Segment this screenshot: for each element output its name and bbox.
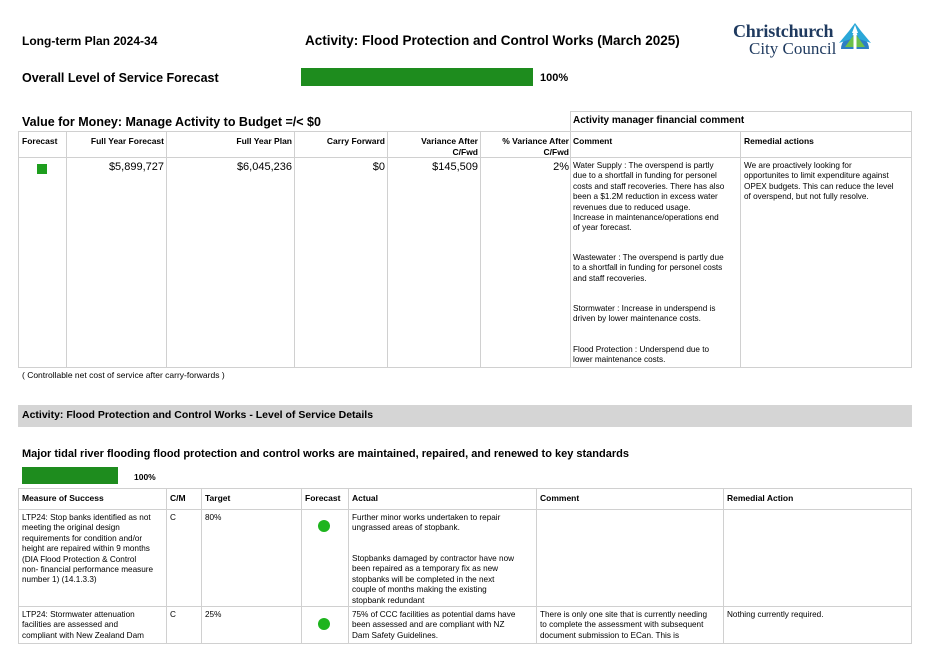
col-forecast: Forecast (22, 136, 58, 146)
variance-after-value: $145,509 (432, 161, 478, 173)
logo-line2: City Council (749, 39, 837, 58)
overall-service-progress-bar (301, 68, 533, 86)
table-row-2-forecast-indicator (318, 618, 330, 630)
overall-service-label: Overall Level of Service Forecast (22, 71, 219, 85)
cathedral-logo-icon (837, 21, 873, 55)
table-row-1-actual-1: Further minor works undertaken to repair ungrassed areas of stopbank. (352, 513, 501, 533)
carry-forward-value: $0 (372, 161, 385, 173)
col-remedial-actions: Remedial actions (744, 136, 814, 146)
col-full-year-forecast: Full Year Forecast (90, 136, 164, 146)
major-heading: Major tidal river flooding flood protection and control works are maintained, repaired, and renewed to key standards (22, 448, 629, 460)
financial-comment-title: Activity manager financial comment (573, 115, 745, 126)
col-carry-forward: Carry Forward (326, 136, 385, 146)
remedial-actions-text: We are proactively looking for opportunites to limit expenditure against OPEX budgets. This can reduce the level of overspend, but not fully resolve. (744, 161, 894, 202)
council-logo (733, 21, 883, 61)
table-row-1-actual-2: Stopbanks damaged by contractor have now been repaired as a temporary fix as new stopbanks will be completed in the next couple of months making the existing stopbank redundant (352, 554, 515, 605)
footnote: ( Controllable net cost of service after carry-forwards ) (22, 370, 225, 380)
comment-stormwater: Stormwater : Increase in underspend is driven by lower maintenance costs. (573, 304, 716, 324)
table-row-1-forecast-indicator (318, 520, 330, 532)
col-actual: Actual (352, 493, 378, 503)
activity-title: Activity: Flood Protection and Control Works (March 2025) (305, 33, 680, 48)
table-row-2-actual-1: 75% of CCC facilities as potential dams have been assessed and are compliant with NZ Dam Safety Guidelines. (352, 610, 516, 640)
table-row-2-cm: C (170, 610, 176, 619)
table-row-1-measure: LTP24: Stop banks identified as not meeting the original design requirements for condition and/or height are repaired within 9 months (DIA Flood Protection & Control non- financial performance measure number 1) (14.1.3.3) (22, 513, 154, 585)
col-cm: C/M (170, 493, 186, 503)
col-remedial-action: Remedial Action (727, 493, 794, 503)
los-percent: 100% (134, 472, 156, 482)
col-full-year-plan: Full Year Plan (236, 136, 292, 146)
full-year-forecast-value: $5,899,727 (108, 161, 164, 173)
col-comment: Comment (573, 136, 613, 146)
col-target: Target (205, 493, 231, 503)
col-variance-after: Variance After C/Fwd (421, 136, 478, 157)
los-section-title: Activity: Flood Protection and Control Works - Level of Service Details (22, 409, 374, 421)
los-progress-bar (22, 467, 118, 484)
table-row-1-cm: C (170, 513, 176, 522)
col-los-comment: Comment (540, 493, 580, 503)
table-row-2-comment: There is only one site that is currently needing to complete the assessment with subsequent document submission to ECan. This is (540, 610, 708, 640)
pct-variance-after-value: 2% (553, 161, 569, 173)
logo-line1: Christchurch (733, 21, 834, 41)
table-row-2-remedial: Nothing currently required. (727, 610, 824, 619)
col-measure-of-success: Measure of Success (22, 493, 104, 503)
table-row-2-target: 25% (205, 610, 222, 619)
value-for-money-title: Value for Money: Manage Activity to Budget =/< $0 (22, 115, 321, 129)
plan-title: Long-term Plan 2024-34 (22, 34, 158, 48)
comment-water-supply: Water Supply : The overspend is partly due to a shortfall in funding for personel costs and staff recoveries. There has also been a $1.2M reduction in excess water revenues due to reduced usage. Increase in maintenance/operations end of year forecast. (573, 161, 725, 233)
col-pct-variance-after: % Variance After C/Fwd (502, 136, 569, 157)
table-row-1-target: 80% (205, 513, 222, 522)
overall-service-percent: 100% (540, 72, 569, 84)
col-los-forecast: Forecast (305, 493, 341, 503)
full-year-plan-value: $6,045,236 (236, 161, 292, 173)
table-row-2-measure: LTP24: Stormwater attenuation facilities are assessed and compliant with New Zealand Dam (22, 610, 144, 640)
comment-wastewater: Wastewater : The overspend is partly due to a shortfall in funding for personel costs and staff recoveries. (573, 253, 724, 283)
forecast-status-indicator (37, 164, 47, 174)
comment-flood-protection: Flood Protection : Underspend due to lower maintenance costs. (573, 345, 710, 365)
